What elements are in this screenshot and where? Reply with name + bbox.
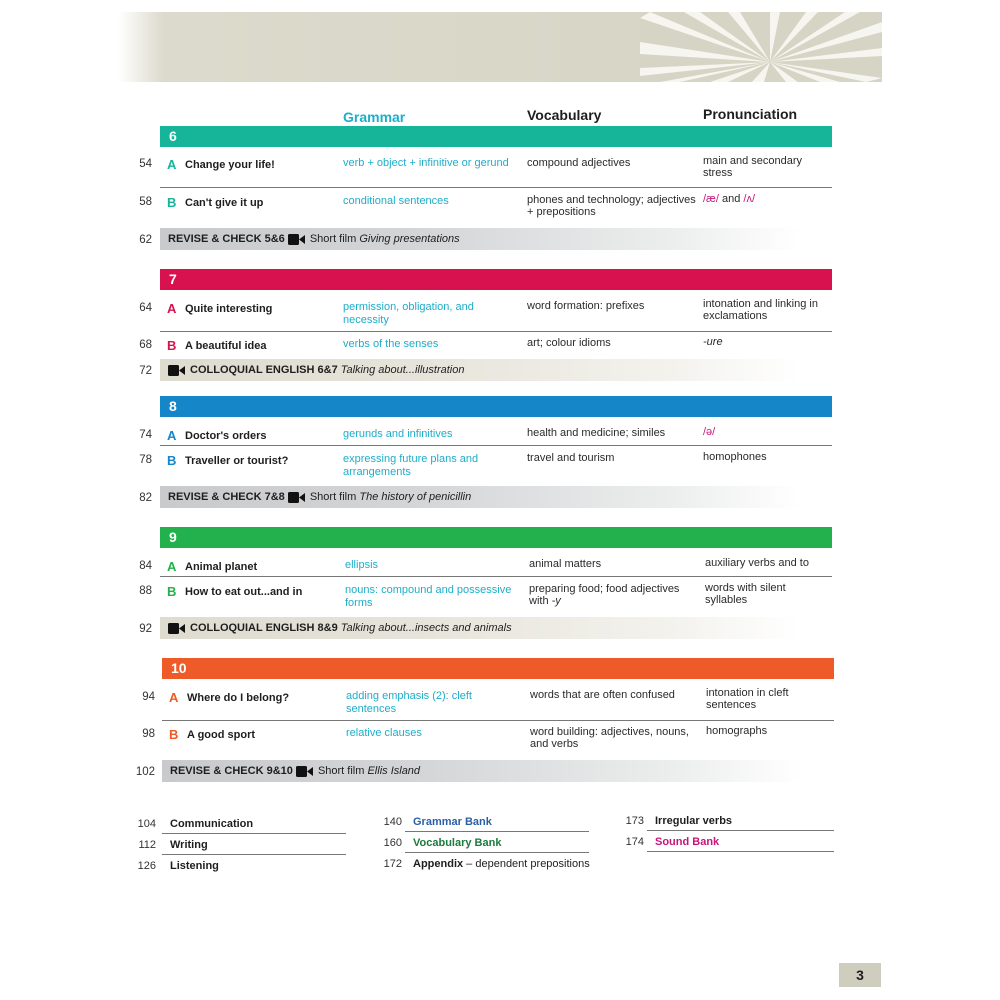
colloquial-english-bar[interactable] (160, 359, 800, 381)
vocabulary-column-heading: Vocabulary (527, 107, 602, 123)
divider (160, 187, 832, 188)
unit-8-header: 8 (160, 396, 832, 417)
phonetic-symbol: /ʌ/ (743, 193, 756, 205)
revise-check-label: REVISE & CHECK 9&10 (170, 765, 293, 777)
film-label: Short film (317, 765, 365, 777)
page-number: 140 (383, 816, 402, 828)
lesson-pronunciation: auxiliary verbs and to (705, 557, 809, 569)
lesson-grammar: conditional sentences (343, 195, 449, 207)
revise-check-label: REVISE & CHECK 7&8 (168, 491, 285, 503)
divider (160, 445, 832, 446)
colloquial-label: COLLOQUIAL ENGLISH 6&7 (190, 364, 338, 376)
page-number: 173 (625, 815, 644, 827)
page-number: 68 (139, 339, 152, 351)
lesson-letter: A (167, 428, 177, 443)
lesson-letter: B (169, 727, 179, 742)
vocabulary-text: preparing food; food adjectives with (529, 583, 680, 607)
page-number: 64 (139, 302, 152, 314)
back-matter-writing[interactable]: Writing (170, 839, 208, 851)
lesson-title[interactable]: A beautiful idea (185, 340, 267, 352)
colloquial-english-bar[interactable] (160, 617, 800, 639)
divider (162, 833, 346, 834)
back-matter-communication[interactable]: Communication (170, 818, 254, 830)
lesson-letter: B (167, 584, 177, 599)
lesson-vocabulary: health and medicine; similes (527, 427, 666, 439)
lesson-vocabulary: animal matters (529, 558, 602, 570)
pronunciation-and: and (721, 193, 741, 205)
page-number: 84 (139, 560, 152, 572)
page-number: 72 (139, 365, 152, 377)
video-camera-icon (288, 492, 305, 503)
film-title: The history of penicillin (359, 491, 472, 503)
revise-check-bar[interactable] (160, 228, 800, 250)
page-number: 98 (142, 728, 155, 740)
lesson-grammar: adding emphasis (2): cleft sentences (346, 690, 472, 715)
film-title: Giving presentations (359, 233, 460, 245)
lesson-pronunciation: intonation in cleft sentences (706, 687, 789, 711)
colloquial-topic: Talking about...illustration (340, 364, 465, 376)
lesson-grammar: ellipsis (345, 559, 379, 571)
divider (647, 830, 834, 831)
appendix-title: Appendix (413, 858, 464, 870)
page-number: 62 (139, 234, 152, 246)
page-number: 82 (139, 492, 152, 504)
film-label: Short film (309, 491, 357, 503)
lesson-letter: A (167, 301, 177, 316)
lesson-title[interactable]: A good sport (187, 729, 256, 741)
appendix-subtitle: – dependent prepositions (463, 858, 590, 870)
film-label: Short film (309, 233, 357, 245)
divider (160, 576, 832, 577)
sunburst-decoration (640, 12, 882, 82)
lesson-vocabulary: compound adjectives (527, 157, 631, 169)
grammar-column-heading: Grammar (343, 109, 406, 125)
page-number: 58 (139, 196, 152, 208)
page-number: 112 (138, 839, 156, 851)
lesson-grammar: verb + object + infinitive or gerund (343, 157, 509, 169)
page-number: 74 (139, 429, 152, 441)
unit-9-header: 9 (160, 527, 832, 548)
lesson-pronunciation: homographs (706, 725, 768, 737)
lesson-letter: A (167, 559, 177, 574)
unit-7-header: 7 (160, 269, 832, 290)
lesson-grammar: verbs of the senses (343, 338, 439, 350)
lesson-pronunciation (703, 193, 833, 205)
lesson-title[interactable]: Animal planet (185, 561, 258, 573)
video-camera-icon (296, 766, 313, 777)
divider (405, 831, 589, 832)
revise-check-label: REVISE & CHECK 5&6 (168, 233, 285, 245)
revise-check-bar[interactable] (162, 760, 802, 782)
back-matter-irregular-verbs[interactable]: Irregular verbs (655, 815, 733, 827)
back-matter-vocabulary-bank[interactable]: Vocabulary Bank (413, 837, 502, 849)
lesson-vocabulary: words that are often confused (530, 689, 675, 701)
divider (405, 852, 589, 853)
page-number: 94 (142, 691, 155, 703)
page-number: 172 (383, 858, 402, 870)
lesson-pronunciation: -ure (703, 336, 723, 348)
unit-10-header: 10 (162, 658, 834, 679)
unit-6-header: 6 (160, 126, 832, 147)
page-number: 102 (135, 766, 155, 778)
lesson-grammar: gerunds and infinitives (343, 428, 453, 440)
lesson-pronunciation: /ə/ (703, 426, 716, 438)
lesson-title[interactable]: Traveller or tourist? (185, 455, 289, 467)
vocabulary-suffix: -y (551, 595, 561, 607)
lesson-title[interactable]: Doctor's orders (185, 430, 267, 442)
lesson-grammar: relative clauses (346, 727, 422, 739)
lesson-title[interactable]: Quite interesting (185, 303, 273, 315)
page-number: 104 (137, 818, 156, 830)
video-camera-icon (168, 623, 185, 634)
colloquial-label: COLLOQUIAL ENGLISH 8&9 (190, 622, 338, 634)
phonetic-symbol: /æ/ (703, 193, 719, 205)
page-number: 78 (139, 454, 152, 466)
page-number: 88 (139, 585, 152, 597)
lesson-vocabulary: art; colour idioms (527, 337, 611, 349)
lesson-pronunciation: main and secondary stress (703, 155, 803, 179)
lesson-letter: A (169, 690, 179, 705)
lesson-vocabulary: phones and technology; adjectives + prepositions (527, 194, 696, 218)
video-camera-icon (288, 234, 305, 245)
divider (160, 331, 832, 332)
back-matter-appendix[interactable] (413, 858, 590, 870)
lesson-vocabulary: travel and tourism (527, 452, 615, 464)
lesson-letter: B (167, 195, 177, 210)
divider (162, 854, 346, 855)
lesson-letter: B (167, 338, 177, 353)
lesson-grammar: nouns: compound and possessive forms (345, 584, 512, 609)
video-camera-icon (168, 365, 185, 376)
page-number: 174 (625, 836, 644, 848)
lesson-vocabulary (529, 583, 689, 607)
lesson-grammar: expressing future plans and arrangements (343, 453, 479, 478)
page-number: 126 (137, 860, 156, 872)
lesson-letter: B (167, 453, 177, 468)
page-number: 160 (383, 837, 402, 849)
lesson-title[interactable]: Where do I belong? (187, 692, 290, 704)
lesson-title[interactable]: Can't give it up (185, 197, 264, 209)
page-number: 54 (139, 158, 152, 170)
pronunciation-column-heading: Pronunciation (703, 106, 798, 122)
divider (162, 720, 834, 721)
lesson-grammar: permission, obligation, and necessity (343, 301, 474, 326)
colloquial-topic: Talking about...insects and animals (340, 622, 512, 634)
lesson-letter: A (167, 157, 177, 172)
lesson-pronunciation: homophones (703, 451, 767, 463)
lesson-title[interactable]: Change your life! (185, 159, 275, 171)
lesson-pronunciation: intonation and linking in exclamations (703, 298, 818, 322)
lesson-title[interactable]: How to eat out...and in (185, 586, 303, 598)
back-matter-grammar-bank[interactable]: Grammar Bank (413, 816, 492, 828)
divider (647, 851, 834, 852)
lesson-vocabulary: word formation: prefixes (527, 300, 645, 312)
film-title: Ellis Island (367, 765, 421, 777)
back-matter-listening[interactable]: Listening (170, 860, 219, 872)
lesson-pronunciation: words with silent syllables (705, 582, 786, 606)
revise-check-bar[interactable] (160, 486, 800, 508)
page-number-badge: 3 (839, 963, 881, 987)
page-number: 92 (139, 623, 152, 635)
back-matter-sound-bank[interactable]: Sound Bank (655, 836, 720, 848)
lesson-vocabulary: word building: adjectives, nouns, and verbs (530, 726, 689, 750)
